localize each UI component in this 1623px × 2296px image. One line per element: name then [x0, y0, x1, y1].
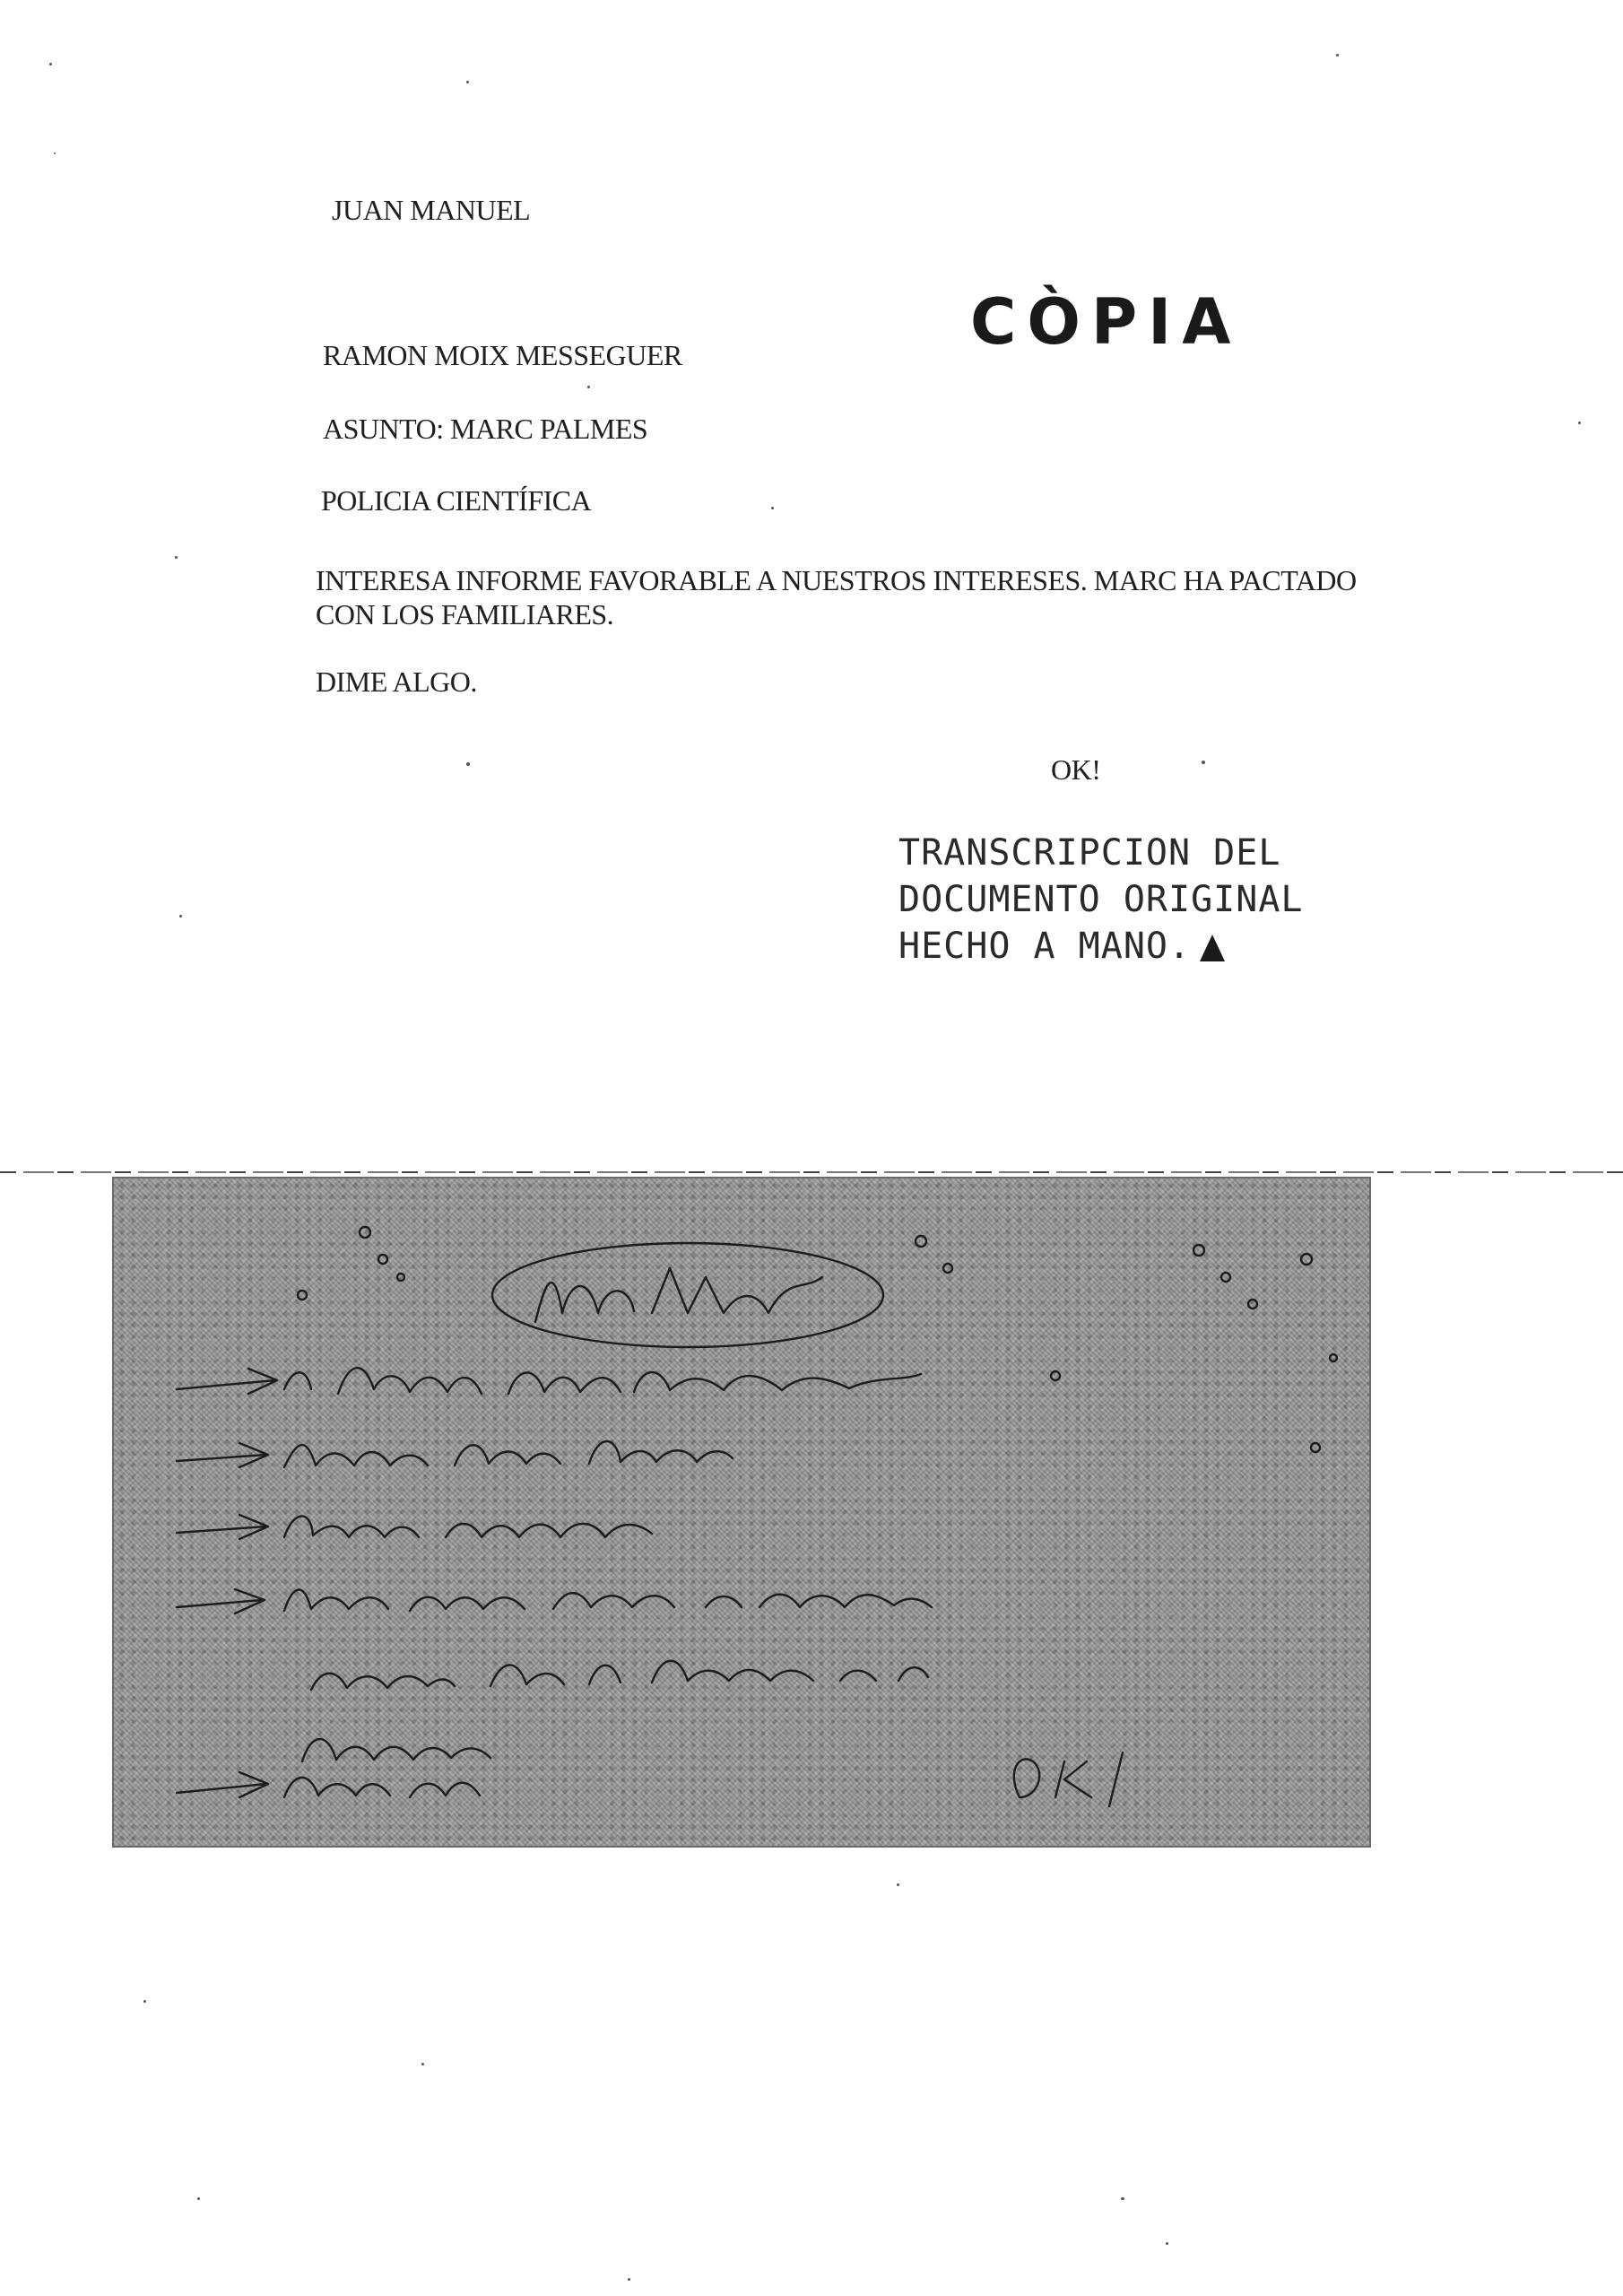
triangle-mark-icon — [1200, 935, 1225, 961]
scan-speck — [175, 556, 178, 559]
scan-speck — [1336, 54, 1339, 57]
copia-stamp: CÒPIA — [970, 285, 1242, 359]
memo-subject: ASUNTO: MARC PALMES — [323, 413, 648, 445]
scan-speck — [771, 507, 774, 509]
transcription-stamp-line: DOCUMENTO ORIGINAL — [898, 879, 1304, 920]
scan-speck — [1202, 761, 1205, 764]
scan-speck — [1166, 2242, 1168, 2245]
memo-name: RAMON MOIX MESSEGUER — [323, 339, 682, 371]
memo-department: POLICIA CIENTÍFICA — [321, 484, 592, 517]
transcription-stamp-line: HECHO A MANO. — [898, 926, 1192, 967]
scan-speck — [466, 762, 470, 766]
memo-body: INTERESA INFORME FAVORABLE A NUESTROS INTERESES. MARC HA PACTADO CON LOS FAMILIARES. — [316, 564, 1357, 631]
scan-speck — [628, 2278, 630, 2281]
memo-recipient: JUAN MANUEL — [332, 194, 531, 226]
scan-speck — [587, 386, 590, 388]
scan-speck — [421, 2063, 424, 2066]
scan-speck — [49, 63, 52, 65]
fold-line — [0, 1171, 1623, 1173]
transcription-stamp-line: TRANSCRIPCION DEL — [898, 832, 1281, 874]
memo-reply: OK! — [1051, 753, 1101, 786]
scan-speck — [143, 2000, 146, 2003]
transcription-stamp — [898, 830, 1303, 970]
scan-speck — [466, 81, 469, 83]
scan-speck — [54, 152, 56, 154]
handwriting-scribble — [114, 1178, 1369, 1846]
scan-speck — [179, 915, 182, 918]
scan-speck — [1121, 2197, 1124, 2200]
scan-speck — [897, 1883, 899, 1886]
scan-speck — [197, 2197, 200, 2200]
memo-request: DIME ALGO. — [316, 665, 477, 698]
handwritten-note-photocopy — [112, 1177, 1371, 1848]
scan-speck — [1578, 422, 1581, 424]
